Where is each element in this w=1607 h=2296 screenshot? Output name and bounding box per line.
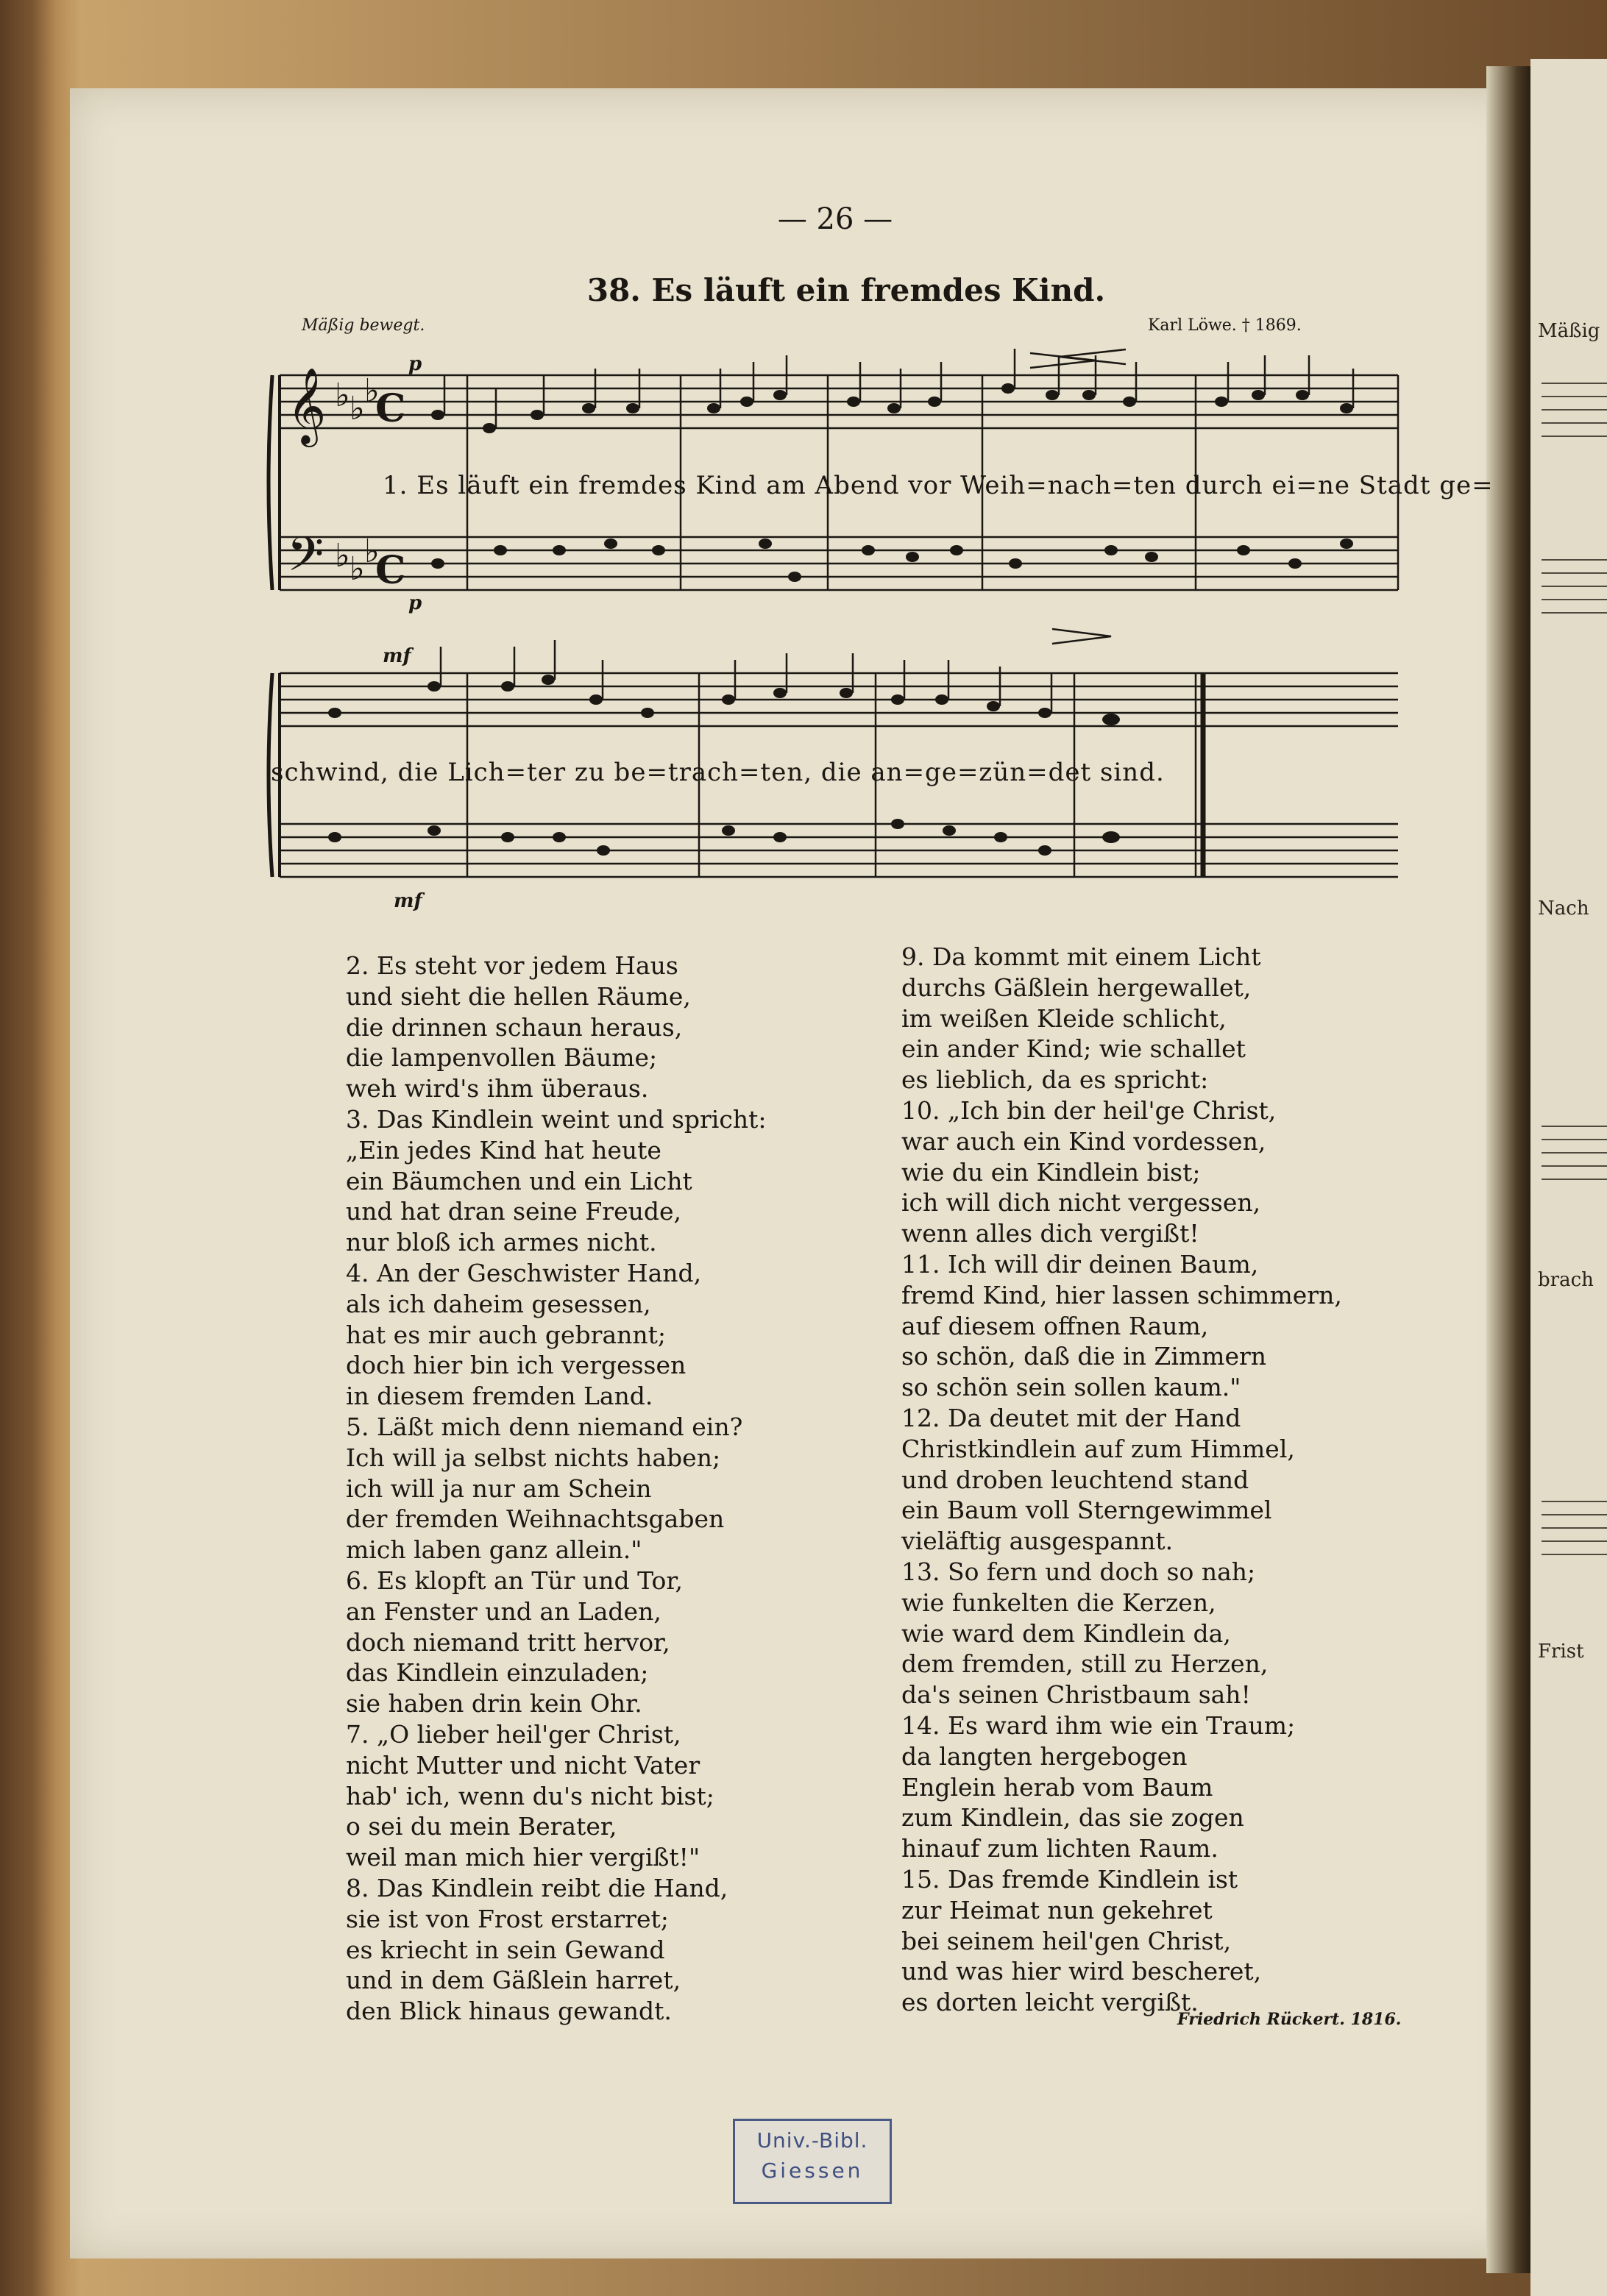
svg-text:C: C — [375, 386, 406, 431]
verse: 6. Es klopft an Tür und Tor, an Fenster und an Laden, doch niemand tritt hervor, das Kindlein einzuladen; sie haben drin kein Ohr. — [346, 1565, 684, 1719]
dynamic-marking: mf — [383, 645, 411, 667]
verse: 5. Läßt mich denn niemand ein? Ich will ja selbst nichts haben; ich will ja nur am Schein der fremden Weihnachtsgaben mich laben ganz allein." — [346, 1412, 743, 1565]
song-title: 38. Es läuft ein fremdes Kind. — [586, 272, 1106, 308]
verse: 13. So fern und doch so nah; wie funkelten die Kerzen, wie ward dem Kindlein da, dem fremden, still zu Herzen, da's seinen Christbaum sah! — [901, 1557, 1269, 1710]
verse: 4. An der Geschwister Hand, als ich daheim gesessen, hat es mir auch gebrannt; doch hier bin ich vergessen in diesem fremden Land. — [346, 1258, 702, 1411]
next-page-fragment: brach — [1538, 1269, 1594, 1291]
next-page-staff — [1542, 1501, 1607, 1567]
verse: 11. Ich will dir deinen Baum, fremd Kind, hier lassen schimmern, auf diesem offnen Raum, so schön, daß die in Zimmern so schön sein sollen kaum." — [901, 1249, 1342, 1402]
verse: 10. „Ich bin der heil'ge Christ, war auch ein Kind vordessen, wie du ein Kindlein bist; ich will dich nicht vergessen, wenn alles dich vergißt! — [901, 1095, 1277, 1248]
treble-staff-1 — [280, 375, 1398, 428]
sheet-music — [265, 346, 1413, 920]
next-page-staff — [1542, 1126, 1607, 1192]
svg-text:C: C — [375, 548, 406, 593]
page-number: — 26 — — [777, 202, 893, 236]
verse: 2. Es steht vor jedem Haus und sieht die hellen Räume, die drinnen schaun heraus, die lampenvollen Bäume; weh wird's ihm überaus. — [346, 951, 691, 1103]
dynamic-marking: p — [408, 353, 422, 375]
verse: 3. Das Kindlein weint und spricht: „Ein jedes Kind hat heute ein Bäumchen und ein Licht und hat dran seine Freude, nur bloß ich armes nicht. — [346, 1104, 767, 1257]
svg-text:♭: ♭ — [350, 550, 365, 588]
svg-text:♭: ♭ — [364, 372, 380, 410]
next-page-staff — [1542, 559, 1607, 625]
verse: 15. Das fremde Kindlein ist zur Heimat nun gekehret bei seinem heil'gen Christ, und was hier wird bescheret, es dorten leicht vergißt. — [901, 1864, 1262, 2017]
svg-text:♭: ♭ — [364, 533, 380, 570]
library-stamp — [733, 2119, 892, 2204]
bass-staff-1 — [280, 537, 1398, 590]
next-page-fragment: Mäßig — [1538, 320, 1600, 342]
verse: 9. Da kommt mit einem Licht durchs Gäßlein hergewallet, im weißen Kleide schlicht, ein ander Kind; wie schallet es lieblich, da es spricht: — [901, 942, 1261, 1095]
svg-text:♭: ♭ — [335, 537, 350, 575]
verses-left-column — [346, 950, 876, 2027]
dynamic-marking: mf — [394, 890, 422, 912]
lyrics-line-1: 1. Es läuft ein fremdes Kind am Abend vor Weih=nach=ten durch ei=ne Stadt ge= — [383, 471, 1494, 500]
next-page-edge — [1530, 59, 1607, 2296]
next-page-staff — [1542, 383, 1607, 449]
verse: 8. Das Kindlein reibt die Hand, sie ist von Frost erstarret; es kriecht in sein Gewand und in dem Gäßlein harret, den Blick hinaus gewandt. — [346, 1873, 728, 2026]
treble-staff-2 — [280, 673, 1398, 726]
svg-text:♭: ♭ — [350, 390, 365, 427]
stamp-line-2: Giessen — [761, 2158, 864, 2183]
bass-clef-icon: 𝄢 — [287, 527, 324, 594]
treble-clef-icon: 𝄞 — [287, 367, 327, 444]
dynamic-marking: p — [408, 592, 422, 614]
verse: 12. Da deutet mit der Hand Christkindlein auf zum Himmel, und droben leuchtend stand ein Baum voll Sterngewimmel vieläftig ausgespannt. — [901, 1403, 1295, 1556]
bass-staff-2 — [280, 824, 1398, 877]
tempo-marking: Mäßig bewegt. — [302, 316, 425, 335]
stamp-line-1: Univ.-Bibl. — [756, 2128, 868, 2153]
verse: 14. Es ward ihm wie ein Traum; da langten hergebogen Englein herab vom Baum zum Kindlein, das sie zogen hinauf zum lichten Raum. — [901, 1710, 1296, 1863]
lyricist-credit: Friedrich Rückert. 1816. — [1177, 2010, 1402, 2029]
book-gutter — [1486, 66, 1530, 2273]
next-page-fragment: Frist — [1538, 1641, 1584, 1663]
verse: 7. „O lieber heil'ger Christ, nicht Mutter und nicht Vater hab' ich, wenn du's nicht bist; o sei du mein Berater, weil man mich hier vergißt!" — [346, 1719, 714, 1872]
svg-text:♭: ♭ — [335, 377, 350, 414]
verses-right-column — [901, 942, 1416, 2018]
lyrics-line-2: schwind, die Lich=ter zu be=trach=ten, die an=ge=zün=det sind. — [271, 758, 1165, 787]
next-page-fragment: Nach — [1538, 898, 1589, 920]
composer-credit: Karl Löwe. † 1869. — [1148, 316, 1302, 335]
